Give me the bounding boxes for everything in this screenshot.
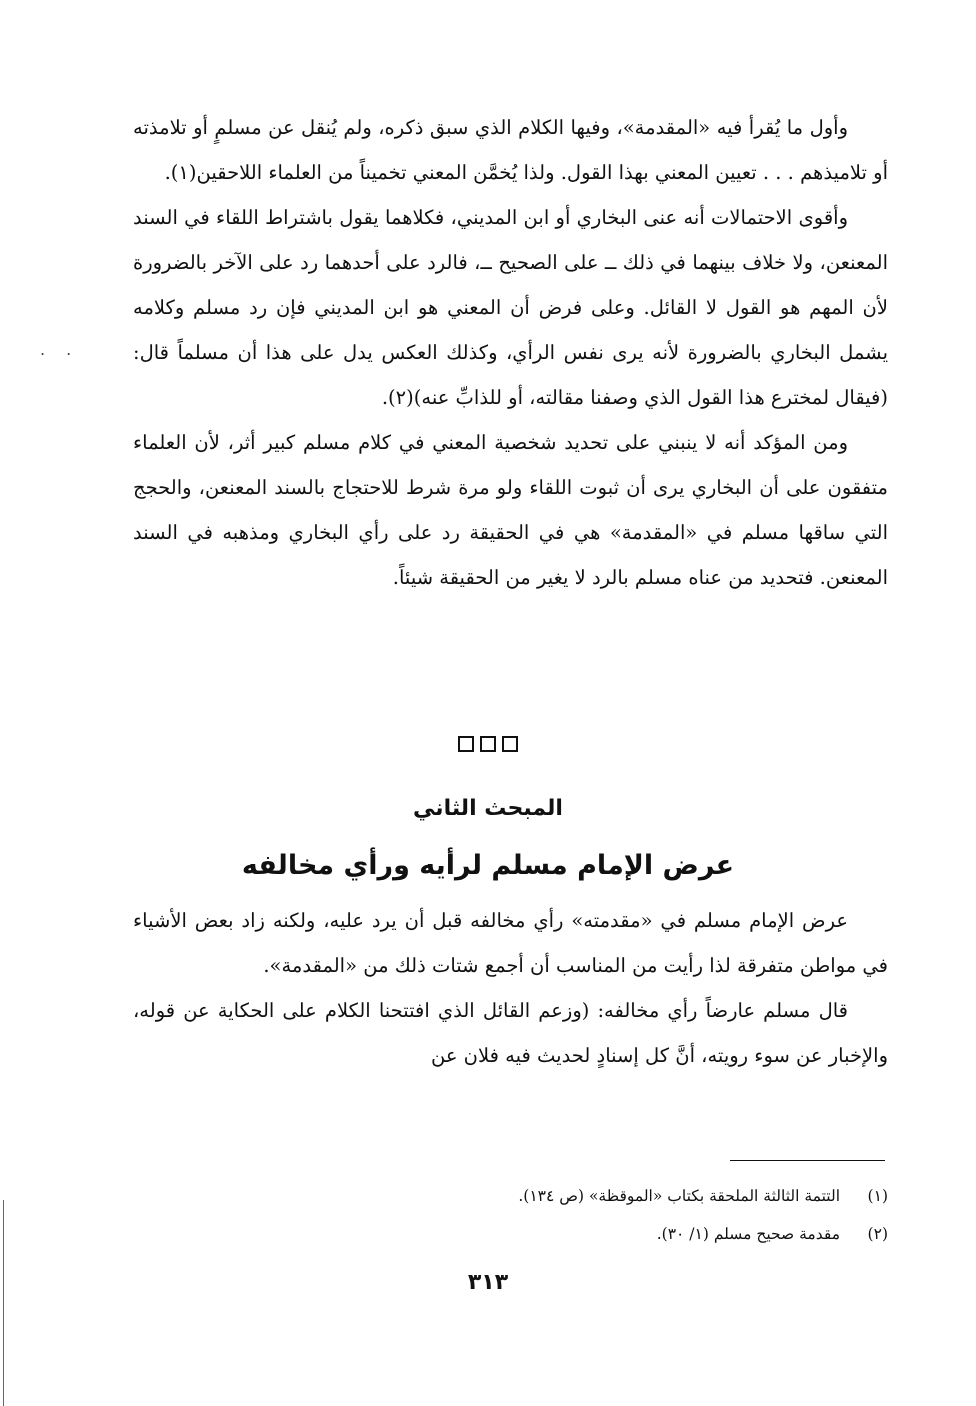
footnote-text: التتمة الثالثة الملحقة بكتاب «الموقظة» (ص ١٣٤).	[518, 1187, 840, 1205]
footnote-number: (١)	[867, 1187, 888, 1205]
paragraph: ومن المؤكد أنه لا ينبني على تحديد شخصية المعني في كلام مسلم كبير أثر، لأن العلماء متفقون على أن البخاري يرى أن ثبوت اللقاء ولو مرة شرط للاحتجاج بالسند المعنعن، والحجج التي ساقها مسلم في «المقدمة» هي في الحقيقة رد على رأي البخاري ومذهبه في السند المعنعن. فتحديد من عناه مسلم بالرد لا يغير من الحقيقة شيئاً.	[133, 431, 888, 589]
footnote-divider	[730, 1160, 885, 1161]
separator-square-icon	[502, 736, 518, 752]
body-text-bottom	[133, 898, 888, 1078]
page-number: ٣١٣	[467, 1270, 509, 1295]
scan-margin-line	[3, 1200, 4, 1406]
paragraph: وأول ما يُقرأ فيه «المقدمة»، وفيها الكلام الذي سبق ذكره، ولم يُنقل عن مسلمٍ أو تلامذته أو تلاميذهم . . . تعيين المعني بهذا القول. ولذا يُخمَّن المعني تخميناً من العلماء اللاحقين(١).	[133, 116, 888, 184]
paragraph: قال مسلم عارضاً رأي مخالفه: (وزعم القائل الذي افتتحنا الكلام على الحكاية عن قوله، والإخبار عن سوء رويته، أنَّ كل إسنادٍ لحديث فيه فلان عن	[133, 999, 888, 1067]
paragraph: وأقوى الاحتمالات أنه عنى البخاري أو ابن المديني، فكلاهما يقول باشتراط اللقاء في السند المعنعن، ولا خلاف بينهما في ذلك ــ على الصحيح ــ، فالرد على أحدهما رد على الآخر بالضرورة لأن المهم هو القول لا القائل. وعلى فرض أن المعني هو ابن المديني فإن رد مسلم وكلامه يشمل البخاري بالضرورة لأنه يرى نفس الرأي، وكذلك العكس يدل على هذا أن مسلماً قال: (فيقال لمخترع هذا القول الذي وصفنا مقالته، أو للذابِّ عنه)(٢).	[133, 206, 888, 409]
section-label: المبحث الثاني	[413, 796, 563, 821]
margin-marks: . .	[40, 340, 80, 359]
footnote	[133, 1215, 888, 1253]
section-separator	[0, 733, 976, 754]
paragraph: عرض الإمام مسلم في «مقدمته» رأي مخالفه قبل أن يرد عليه، ولكنه زاد بعض الأشياء في مواطن متفرقة لذا رأيت من المناسب أن أجمع شتات ذلك من «المقدمة».	[133, 909, 888, 977]
footnotes	[133, 1177, 888, 1253]
separator-square-icon	[480, 736, 496, 752]
body-text-top	[133, 105, 888, 600]
section-title: عرض الإمام مسلم لرأيه ورأي مخالفه	[241, 850, 735, 881]
footnote-number: (٢)	[867, 1225, 888, 1243]
footnote-text: مقدمة صحيح مسلم (١/ ٣٠).	[656, 1225, 840, 1243]
footnote	[133, 1177, 888, 1215]
separator-square-icon	[458, 736, 474, 752]
